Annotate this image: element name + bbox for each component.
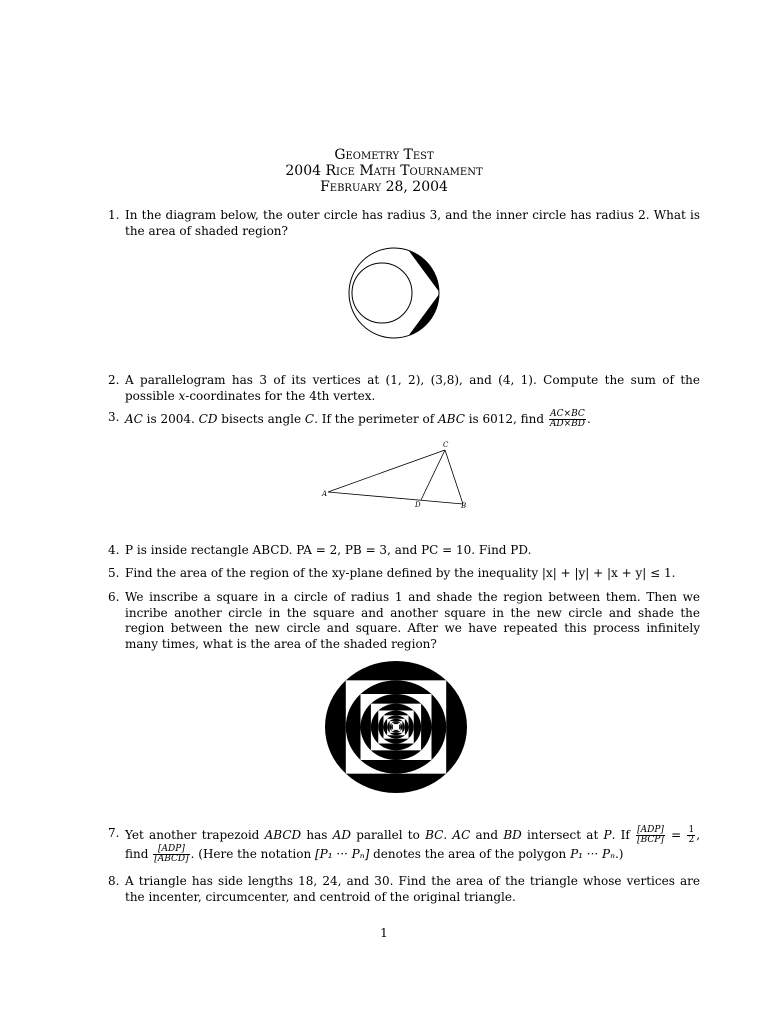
problem-6 — [108, 590, 700, 652]
problem-text: A parallelogram has 3 of its vertices at (1, 2), (3,8), and (4, 1). Compute the sum of the possible x-coordinates for the 4th vertex. — [125, 373, 700, 403]
one-half: $\frac{1}{2}$ — [688, 825, 695, 845]
triangle-diagram — [318, 438, 474, 514]
test-title: Geometry Test — [334, 147, 434, 163]
problem-text: AC is 2004. CD bisects angle C. If the perimeter of ABC is 6012, find $\frac{AC\times BC}{AD\times BD}$ . — [125, 409, 591, 429]
problem-7 — [108, 826, 700, 864]
ratio-fraction: $\frac{AC\times BC}{AD\times BD}$ — [549, 409, 585, 429]
problem-4 — [108, 543, 700, 559]
test-date: February 28, 2004 — [320, 179, 448, 195]
title-block — [0, 147, 768, 195]
problem-text: A triangle has side lengths 18, 24, and 30. Find the area of the triangle whose vertices are the incenter, circumcenter, and centroid of the original triangle. — [125, 874, 700, 904]
vertex-label-c: C — [443, 441, 449, 449]
problem-text: Find the area of the region of the xy-plane defined by the inequality |x| + |y| + |x + y| ≤ 1. — [125, 566, 676, 580]
problem-number: 7. — [108, 826, 120, 840]
problem-text: In the diagram below, the outer circle has radius 3, and the inner circle has radius 2. What is the area of shaded region? — [125, 208, 700, 238]
vertex-label-b: B — [461, 502, 467, 510]
side-ab — [328, 492, 463, 504]
nested-circles-squares-diagram — [324, 660, 468, 794]
inner-circle — [352, 263, 412, 323]
problem-text: We inscribe a square in a circle of radius 1 and shade the region between them. Then we incribe another circle in the square and another square in the new circle and shade the region between the new circle and square. After we have repeated this process infinitely many times, what is the area of the shaded region? — [125, 590, 700, 651]
page-number: 1 — [380, 926, 388, 940]
area-ratio-given: $\frac{\text{[ADP]}}{\text{[BCP]}}$ — [637, 825, 664, 845]
tournament-name: 2004 Rice Math Tournament — [285, 163, 483, 179]
area-ratio-asked: $\frac{\text{[ADP]}}{\text{[ABCD]}}$ — [154, 844, 189, 864]
problem-number: 3. — [108, 410, 120, 424]
vertex-label-d: D — [415, 501, 421, 509]
problem-number: 6. — [108, 590, 120, 604]
problem-2 — [108, 373, 700, 404]
inscribed-square — [393, 724, 399, 730]
problem-text: P is inside rectangle ABCD. PA = 2, PB = 3, and PC = 10. Find PD. — [125, 543, 532, 557]
problem-text: Yet another trapezoid ABCD has AD parallel to BC. AC and BD intersect at P. If $\frac{\text{[ADP]}}{\text{[BCP]}}$ = $\frac{1}{2}$ , find $\frac{\text{[ADP]}}{\text{[ABCD]}}$ . (Here the notation [P₁ ··· Pₙ] denotes the area of the polygon P₁ ··· Pₙ.) — [125, 825, 701, 864]
vertex-label-a: A — [322, 490, 328, 498]
problem-number: 4. — [108, 543, 120, 557]
circles-diagram — [344, 247, 444, 339]
problem-number: 1. — [108, 208, 120, 222]
problem-5 — [108, 566, 700, 582]
side-bc — [445, 450, 463, 504]
problem-number: 8. — [108, 874, 120, 888]
problem-number: 2. — [108, 373, 120, 387]
problem-1 — [108, 208, 700, 239]
problem-8 — [108, 874, 700, 905]
problem-number: 5. — [108, 566, 120, 580]
problem-3 — [108, 410, 700, 429]
